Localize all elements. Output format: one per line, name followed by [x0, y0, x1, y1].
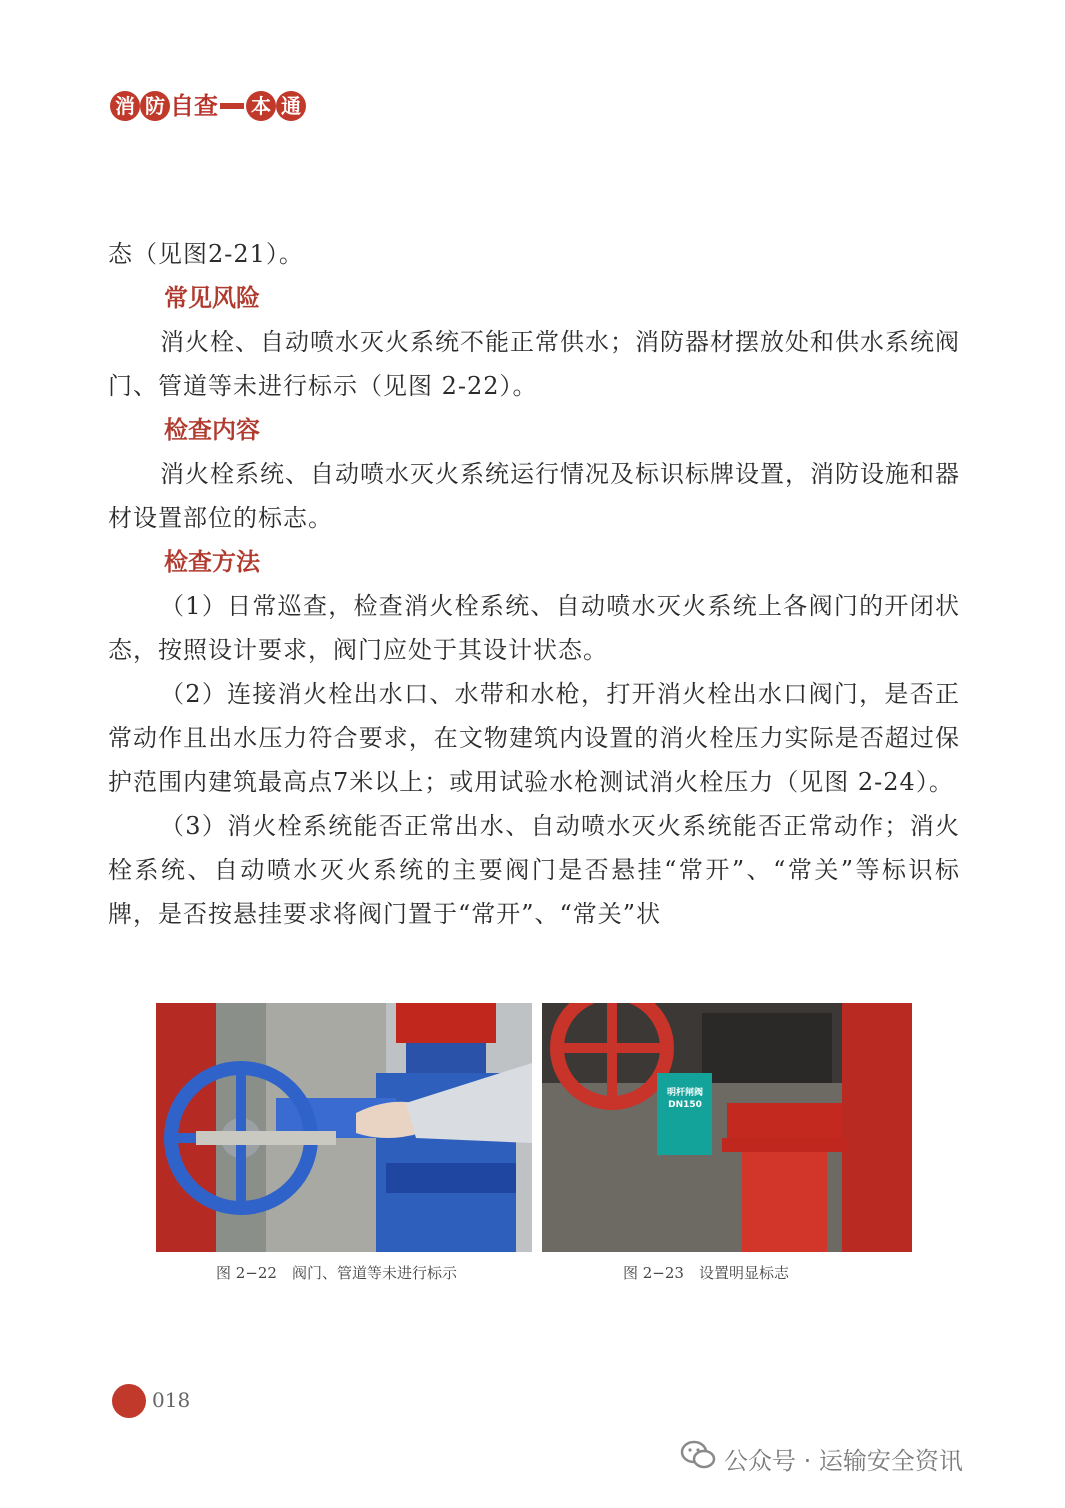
wechat-icon — [680, 1440, 716, 1476]
watermark-text: 公众号 · 运输安全资讯 — [724, 1446, 963, 1475]
paragraph-method-2: （2）连接消火栓出水口、水带和水枪，打开消火栓出水口阀门，是否正常动作且出水压力符合要求，在文物建筑内设置的消火栓压力实际是否超过保护范围内建筑最高点7米以上；或用试验水枪测试消火栓压力（见图 2-24）。 — [108, 680, 960, 796]
logo-char: 查 — [194, 92, 218, 120]
paragraph-risks: 消火栓、自动喷水灭火系统不能正常供水；消防器材摆放处和供水系统阀门、管道等未进行标示（见图 2-22）。 — [108, 328, 960, 400]
figure-caption-2-23: 图 2−23 设置明显标志 — [623, 1264, 789, 1282]
page-body — [108, 232, 960, 936]
paragraph-check-content: 消火栓系统、自动喷水灭火系统运行情况及标识标牌设置，消防设施和器材设置部位的标志。 — [108, 460, 960, 532]
figure-valve-marked — [542, 1003, 912, 1252]
logo-char: 自 — [170, 92, 194, 120]
paragraph-method-1: （1）日常巡查，检查消火栓系统、自动喷水灭火系统上各阀门的开闭状态，按照设计要求，阀门应处于其设计状态。 — [108, 592, 960, 664]
valve-tag-photo — [542, 1003, 912, 1252]
paragraph-continued: 态（见图2-21）。 — [108, 240, 304, 268]
valve-tag — [660, 1087, 710, 1111]
page-marker-dot — [112, 1384, 146, 1418]
logo-char: 防 — [140, 91, 170, 121]
logo-char: 本 — [246, 91, 276, 121]
book-title-logo — [110, 86, 306, 126]
figure-valve-unmarked — [156, 1003, 532, 1252]
heading-common-risks: 常见风险 — [164, 284, 260, 312]
page-number: 018 — [152, 1388, 191, 1412]
logo-char: 消 — [110, 91, 140, 121]
heading-check-method: 检查方法 — [164, 548, 260, 576]
logo-char: 通 — [276, 91, 306, 121]
logo-dash — [220, 103, 244, 109]
heading-check-content: 检查内容 — [164, 416, 260, 444]
paragraph-method-3: （3）消火栓系统能否正常出水、自动喷水灭火系统能否正常动作；消火栓系统、自动喷水灭火系统的主要阀门是否悬挂“常开”、“常关”等标识标牌，是否按悬挂要求将阀门置于“常开”、“常关”状 — [108, 812, 960, 928]
wechat-watermark — [680, 1440, 963, 1476]
figure-caption-2-22: 图 2−22 阀门、管道等未进行标示 — [216, 1264, 457, 1282]
valve-tag-line2: DN150 — [668, 1100, 702, 1110]
valve-photo — [156, 1003, 532, 1252]
valve-tag-line1: 明杆闸阀 — [666, 1088, 703, 1098]
